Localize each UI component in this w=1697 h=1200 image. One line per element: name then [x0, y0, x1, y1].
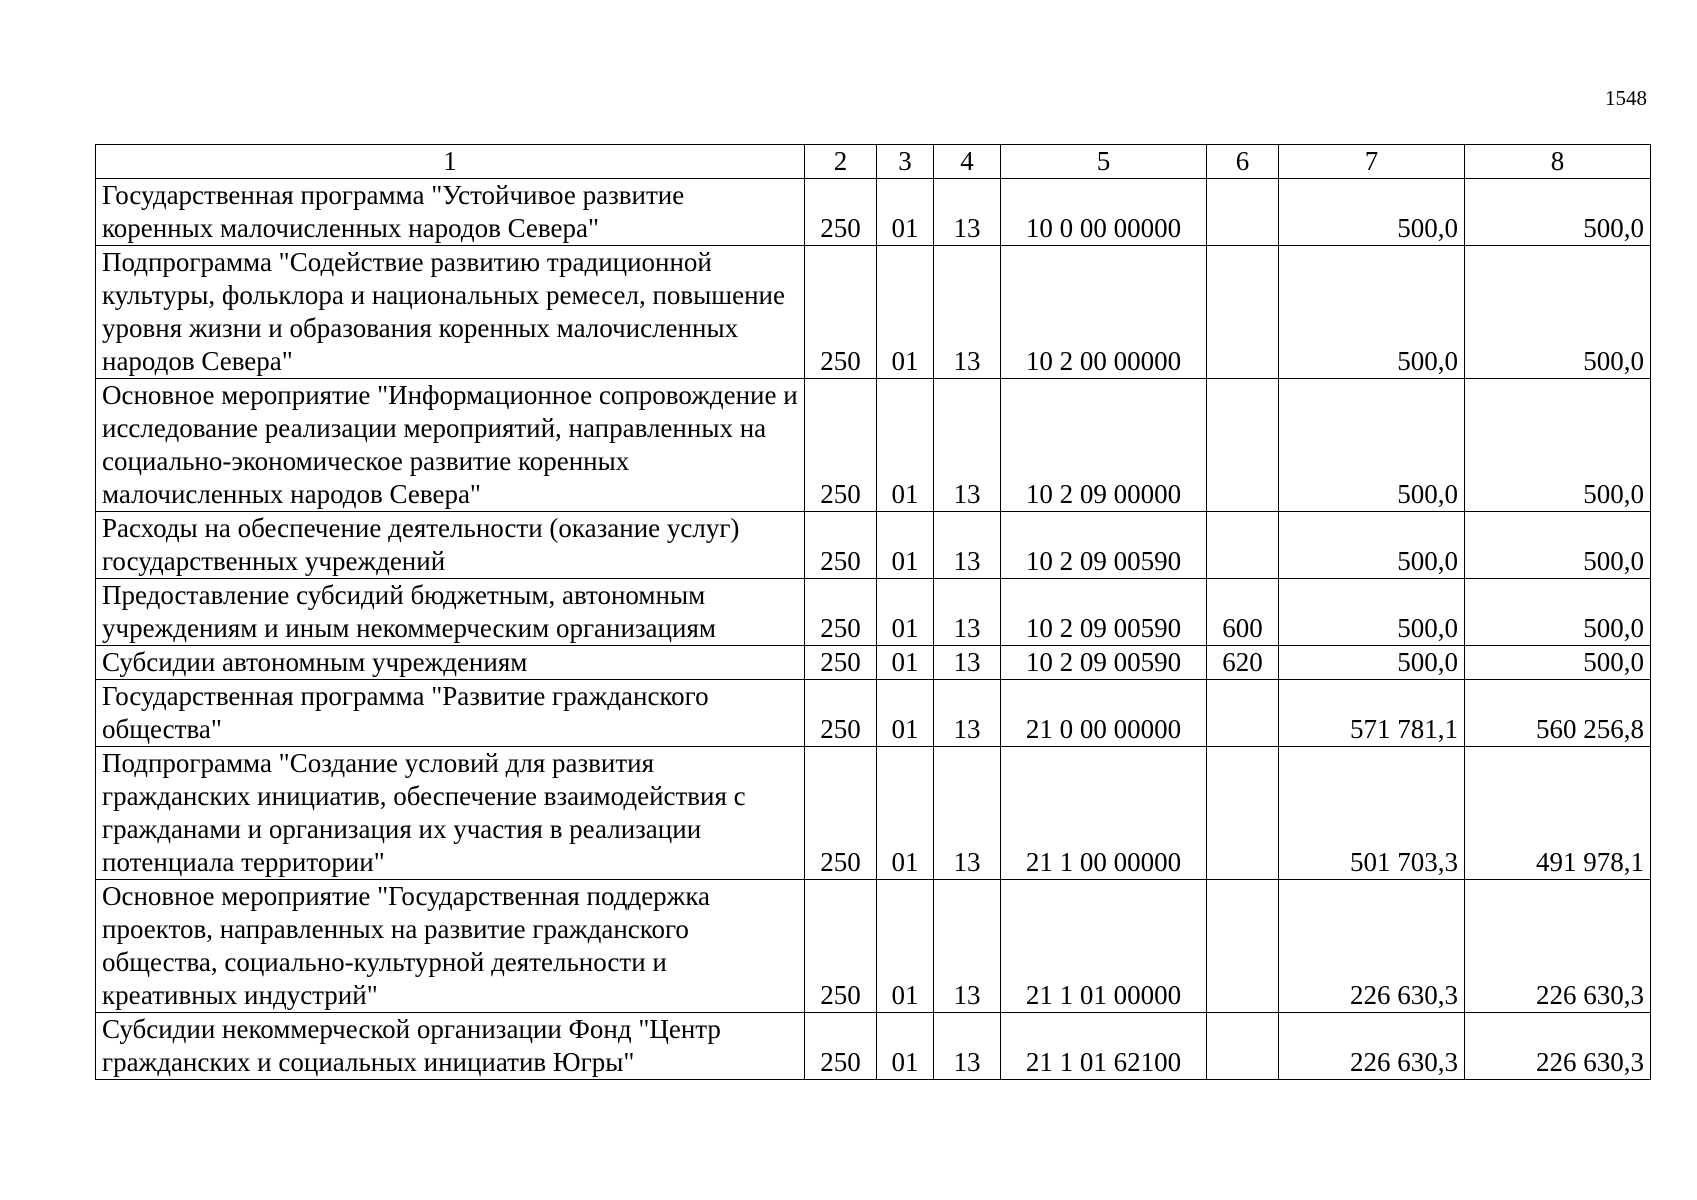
cell-col4: 13 — [934, 1013, 1001, 1080]
cell-col4: 13 — [934, 579, 1001, 646]
cell-col7: 571 781,1 — [1279, 680, 1465, 747]
cell-col7: 500,0 — [1279, 246, 1465, 379]
row-name: Подпрограмма "Создание условий для развития гражданских инициатив, обеспечение взаимодействия с гражданами и организация их участия в реализации потенциала территории" — [96, 747, 805, 880]
row-name: Государственная программа "Развитие гражданского общества" — [96, 680, 805, 747]
table-row — [96, 680, 1651, 747]
column-header: 2 — [805, 145, 877, 179]
cell-col3: 01 — [877, 179, 934, 246]
cell-col8: 560 256,8 — [1465, 680, 1651, 747]
cell-col6: 600 — [1207, 579, 1279, 646]
table-row — [96, 646, 1651, 680]
cell-col2: 250 — [805, 379, 877, 512]
cell-col3: 01 — [877, 512, 934, 579]
cell-col5: 21 1 01 62100 — [1001, 1013, 1207, 1080]
cell-col2: 250 — [805, 179, 877, 246]
table-row — [96, 880, 1651, 1013]
table-row — [96, 379, 1651, 512]
cell-col5: 21 1 01 00000 — [1001, 880, 1207, 1013]
cell-col7: 500,0 — [1279, 579, 1465, 646]
cell-col7: 500,0 — [1279, 512, 1465, 579]
cell-col2: 250 — [805, 646, 877, 680]
cell-col6 — [1207, 747, 1279, 880]
cell-col5: 10 2 09 00590 — [1001, 512, 1207, 579]
cell-col7: 500,0 — [1279, 179, 1465, 246]
table-row — [96, 747, 1651, 880]
row-name: Государственная программа "Устойчивое развитие коренных малочисленных народов Севера" — [96, 179, 805, 246]
cell-col8: 500,0 — [1465, 179, 1651, 246]
table-row — [96, 179, 1651, 246]
column-header: 4 — [934, 145, 1001, 179]
cell-col3: 01 — [877, 1013, 934, 1080]
cell-col8: 500,0 — [1465, 579, 1651, 646]
row-name: Предоставление субсидий бюджетным, автономным учреждениям и иным некоммерческим организациям — [96, 579, 805, 646]
column-header: 8 — [1465, 145, 1651, 179]
cell-col4: 13 — [934, 646, 1001, 680]
row-name: Подпрограмма "Содействие развитию традиционной культуры, фольклора и национальных ремесел, повышение уровня жизни и образования коренных малочисленных народов Севера" — [96, 246, 805, 379]
cell-col6 — [1207, 680, 1279, 747]
cell-col5: 10 2 00 00000 — [1001, 246, 1207, 379]
column-header: 1 — [96, 145, 805, 179]
table-row — [96, 246, 1651, 379]
column-header: 5 — [1001, 145, 1207, 179]
budget-table — [95, 144, 1651, 1080]
row-name: Субсидии некоммерческой организации Фонд "Центр гражданских и социальных инициатив Югры" — [96, 1013, 805, 1080]
cell-col3: 01 — [877, 246, 934, 379]
cell-col4: 13 — [934, 680, 1001, 747]
cell-col6 — [1207, 179, 1279, 246]
cell-col3: 01 — [877, 747, 934, 880]
row-name: Субсидии автономным учреждениям — [96, 646, 805, 680]
table-row — [96, 579, 1651, 646]
cell-col7: 226 630,3 — [1279, 880, 1465, 1013]
table-row — [96, 512, 1651, 579]
cell-col3: 01 — [877, 880, 934, 1013]
cell-col2: 250 — [805, 747, 877, 880]
cell-col6 — [1207, 379, 1279, 512]
table-header-row — [96, 145, 1651, 179]
cell-col5: 10 2 09 00590 — [1001, 579, 1207, 646]
cell-col4: 13 — [934, 880, 1001, 1013]
cell-col3: 01 — [877, 646, 934, 680]
row-name: Основное мероприятие "Информационное сопровождение и исследование реализации мероприятий, направленных на социально-экономическое развитие коренных малочисленных народов Севера" — [96, 379, 805, 512]
cell-col6 — [1207, 1013, 1279, 1080]
cell-col5: 10 2 09 00590 — [1001, 646, 1207, 680]
table-row — [96, 1013, 1651, 1080]
cell-col2: 250 — [805, 579, 877, 646]
cell-col2: 250 — [805, 1013, 877, 1080]
cell-col4: 13 — [934, 379, 1001, 512]
cell-col8: 500,0 — [1465, 246, 1651, 379]
cell-col7: 501 703,3 — [1279, 747, 1465, 880]
cell-col8: 500,0 — [1465, 379, 1651, 512]
cell-col2: 250 — [805, 880, 877, 1013]
cell-col8: 226 630,3 — [1465, 880, 1651, 1013]
cell-col6: 620 — [1207, 646, 1279, 680]
cell-col3: 01 — [877, 579, 934, 646]
cell-col8: 500,0 — [1465, 512, 1651, 579]
cell-col6 — [1207, 246, 1279, 379]
cell-col6 — [1207, 512, 1279, 579]
column-header: 7 — [1279, 145, 1465, 179]
cell-col4: 13 — [934, 246, 1001, 379]
cell-col3: 01 — [877, 680, 934, 747]
cell-col7: 500,0 — [1279, 379, 1465, 512]
cell-col4: 13 — [934, 179, 1001, 246]
cell-col5: 10 2 09 00000 — [1001, 379, 1207, 512]
cell-col6 — [1207, 880, 1279, 1013]
cell-col2: 250 — [805, 512, 877, 579]
cell-col2: 250 — [805, 246, 877, 379]
cell-col3: 01 — [877, 379, 934, 512]
cell-col7: 500,0 — [1279, 646, 1465, 680]
cell-col8: 500,0 — [1465, 646, 1651, 680]
row-name: Основное мероприятие "Государственная поддержка проектов, направленных на развитие гражданского общества, социально-культурной деятельности и креативных индустрий" — [96, 880, 805, 1013]
page-number: 1548 — [1605, 86, 1647, 110]
column-header: 6 — [1207, 145, 1279, 179]
cell-col4: 13 — [934, 512, 1001, 579]
cell-col5: 21 0 00 00000 — [1001, 680, 1207, 747]
cell-col2: 250 — [805, 680, 877, 747]
cell-col8: 226 630,3 — [1465, 1013, 1651, 1080]
cell-col7: 226 630,3 — [1279, 1013, 1465, 1080]
column-header: 3 — [877, 145, 934, 179]
row-name: Расходы на обеспечение деятельности (оказание услуг) государственных учреждений — [96, 512, 805, 579]
cell-col8: 491 978,1 — [1465, 747, 1651, 880]
cell-col5: 21 1 00 00000 — [1001, 747, 1207, 880]
cell-col5: 10 0 00 00000 — [1001, 179, 1207, 246]
cell-col4: 13 — [934, 747, 1001, 880]
